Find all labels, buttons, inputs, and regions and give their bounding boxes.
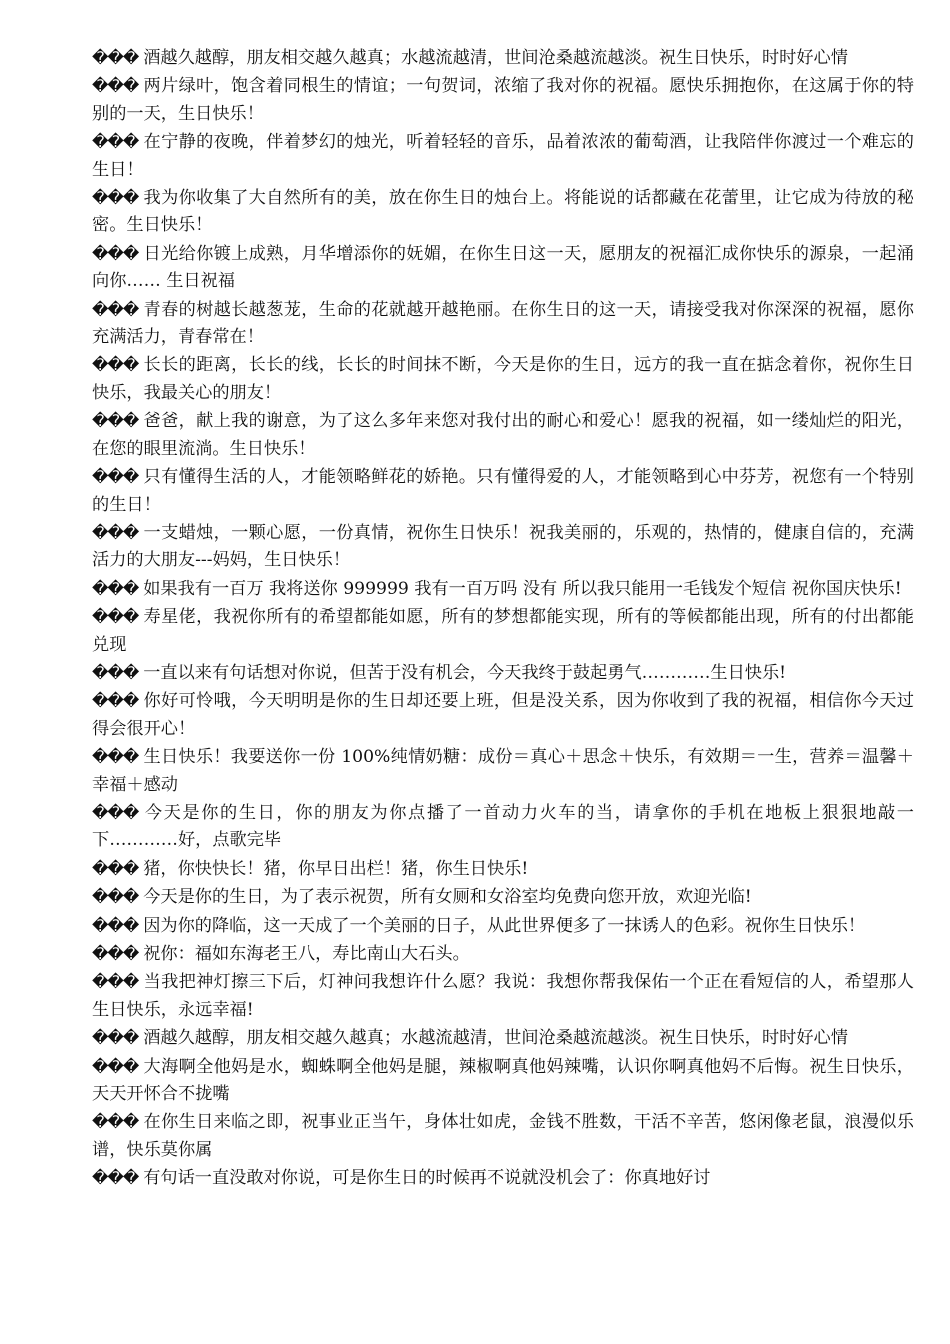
bullet-marker: ���	[92, 662, 139, 682]
bullet-marker: ���	[92, 915, 139, 935]
list-item	[92, 883, 914, 911]
list-item	[92, 687, 914, 743]
entry-text: 你好可怜哦，今天明明是你的生日却还要上班，但是没关系，因为你收到了我的祝福，相信你今天过得会很开心！	[92, 691, 914, 739]
list-item	[92, 1164, 914, 1192]
list-item	[92, 463, 914, 519]
list-item	[92, 659, 914, 687]
bullet-marker: ���	[92, 48, 139, 67]
bullet-marker: ���	[92, 747, 139, 767]
list-item	[92, 240, 914, 296]
bullet-marker: ���	[92, 411, 139, 431]
bullet-marker: ���	[92, 972, 139, 992]
list-item	[92, 128, 914, 184]
list-item	[92, 407, 914, 463]
entry-text: 青春的树越长越葱茏，生命的花就越开越艳丽。在你生日的这一天，请接受我对你深深的祝福，愿你充满活力，青春常在！	[92, 299, 914, 348]
entry-text: 因为你的降临，这一天成了一个美丽的日子，从此世界便多了一抹诱人的色彩。祝你生日快乐！	[143, 915, 866, 936]
bullet-marker: ���	[92, 858, 139, 878]
entry-text: 长长的距离，长长的线，长长的时间抹不断，今天是你的生日，远方的我一直在掂念着你，祝你生日快乐，我最关心的朋友！	[92, 355, 914, 403]
bullet-marker: ���	[92, 355, 139, 375]
entry-text: 生日快乐！我要送你一份 100%纯情奶糖：成份＝真心＋思念＋快乐，有效期＝一生，营养＝温馨＋幸福＋感动	[92, 747, 914, 795]
list-item	[92, 799, 914, 855]
list-item	[92, 575, 914, 603]
entry-text: 爸爸，献上我的谢意，为了这么多年来您对我付出的耐心和爱心！愿我的祝福，如一缕灿烂的阳光，在您的眼里流淌。生日快乐！	[92, 411, 914, 459]
entry-text: 只有懂得生活的人，才能领略鲜花的娇艳。只有懂得爱的人，才能领略到心中芬芳，祝您有一个特别的生日！	[92, 467, 914, 515]
bullet-marker: ���	[92, 1028, 139, 1048]
bullet-marker: ���	[92, 522, 139, 542]
entry-text: 两片绿叶，饱含着同根生的情谊；一句贺词，浓缩了我对你的祝福。愿快乐拥抱你，在这属于你的特别的一天，生日快乐！	[92, 76, 914, 124]
list-item	[92, 351, 914, 407]
list-item	[92, 743, 914, 799]
entry-text: 猪，你快快长！猪，你早日出栏！猪，你生日快乐!	[143, 858, 529, 879]
bullet-marker: ���	[92, 887, 139, 907]
bullet-marker: ���	[92, 578, 139, 598]
list-item	[92, 44, 914, 72]
bullet-marker: ���	[92, 76, 139, 96]
list-item	[92, 912, 914, 940]
bullet-marker: ���	[92, 607, 139, 627]
bullet-marker: ���	[92, 691, 139, 711]
bullet-marker: ���	[92, 243, 139, 263]
entry-text: 有句话一直没敢对你说，可是你生日的时候再不说就没机会了：你真地好讨	[143, 1168, 711, 1189]
list-item	[92, 296, 914, 352]
bullet-marker: ���	[92, 188, 139, 208]
bullet-marker: ���	[92, 944, 139, 963]
bullet-marker: ���	[92, 1168, 139, 1188]
document-page	[92, 44, 914, 1193]
list-item	[92, 184, 914, 240]
bullet-marker: ���	[92, 467, 139, 487]
entry-text: 寿星佬，我祝你所有的希望都能如愿，所有的梦想都能实现，所有的等候都能出现，所有的付出都能兑现	[92, 607, 914, 655]
entry-text: 祝你：福如东海老王八，寿比南山大石头。	[143, 944, 470, 964]
entry-text: 当我把神灯擦三下后，灯神问我想许什么愿？我说：我想你帮我保佑一个正在看短信的人，希望那人生日快乐，永远幸福!	[92, 972, 914, 1020]
bullet-marker: ���	[92, 299, 139, 319]
entry-text: 一支蜡烛，一颗心愿，一份真情，祝你生日快乐！祝我美丽的，乐观的，热情的，健康自信的，充满活力的大朋友---妈妈，生日快乐！	[92, 522, 914, 571]
list-item	[92, 603, 914, 659]
entry-text: 今天是你的生日，你的朋友为你点播了一首动力火车的当，请拿你的手机在地板上狠狠地敲一下…………好，点歌完毕	[92, 802, 914, 851]
list-item	[92, 1024, 914, 1052]
list-item	[92, 1108, 914, 1164]
list-item	[92, 855, 914, 883]
entry-text: 我为你收集了大自然所有的美，放在你生日的烛台上。将能说的话都藏在花蕾里，让它成为待放的秘密。生日快乐！	[92, 188, 914, 236]
entry-text: 日光给你镀上成熟，月华增添你的妩媚，在你生日这一天，愿朋友的祝福汇成你快乐的源泉，一起涌向你…… 生日祝福	[92, 243, 914, 292]
bullet-marker: ���	[92, 132, 139, 152]
entry-text: 酒越久越醇，朋友相交越久越真；水越流越清，世间沧桑越流越淡。祝生日快乐，时时好心情	[143, 1028, 848, 1049]
list-item	[92, 940, 914, 968]
bullet-marker: ���	[92, 802, 139, 822]
entry-text: 在你生日来临之即，祝事业正当午，身体壮如虎，金钱不胜数，干活不辛苦，悠闲像老鼠，浪漫似乐谱，快乐莫你属	[92, 1112, 914, 1160]
list-item	[92, 1053, 914, 1109]
bullet-marker: ���	[92, 1112, 139, 1132]
entry-text: 今天是你的生日，为了表示祝贺，所有女厕和女浴室均免费向您开放，欢迎光临!	[143, 887, 752, 908]
entry-text: 酒越久越醇，朋友相交越久越真；水越流越清，世间沧桑越流越淡。祝生日快乐，时时好心情	[143, 48, 848, 68]
entry-text: 如果我有一百万 我将送你 999999 我有一百万吗 没有 所以我只能用一毛钱发个短信 祝你国庆快乐!	[143, 578, 902, 599]
list-item	[92, 968, 914, 1024]
list-item	[92, 519, 914, 575]
list-item	[92, 72, 914, 128]
entry-text: 一直以来有句话想对你说，但苦于没有机会，今天我终于鼓起勇气…………生日快乐!	[143, 662, 787, 683]
bullet-marker: ���	[92, 1056, 139, 1076]
entry-text: 大海啊全他妈是水，蜘蛛啊全他妈是腿，辣椒啊真他妈辣嘴，认识你啊真他妈不后悔。祝生日快乐，天天开怀合不拢嘴	[92, 1056, 914, 1105]
entry-text: 在宁静的夜晚，伴着梦幻的烛光，听着轻轻的音乐，品着浓浓的葡萄酒，让我陪伴你渡过一个难忘的生日！	[92, 132, 914, 180]
